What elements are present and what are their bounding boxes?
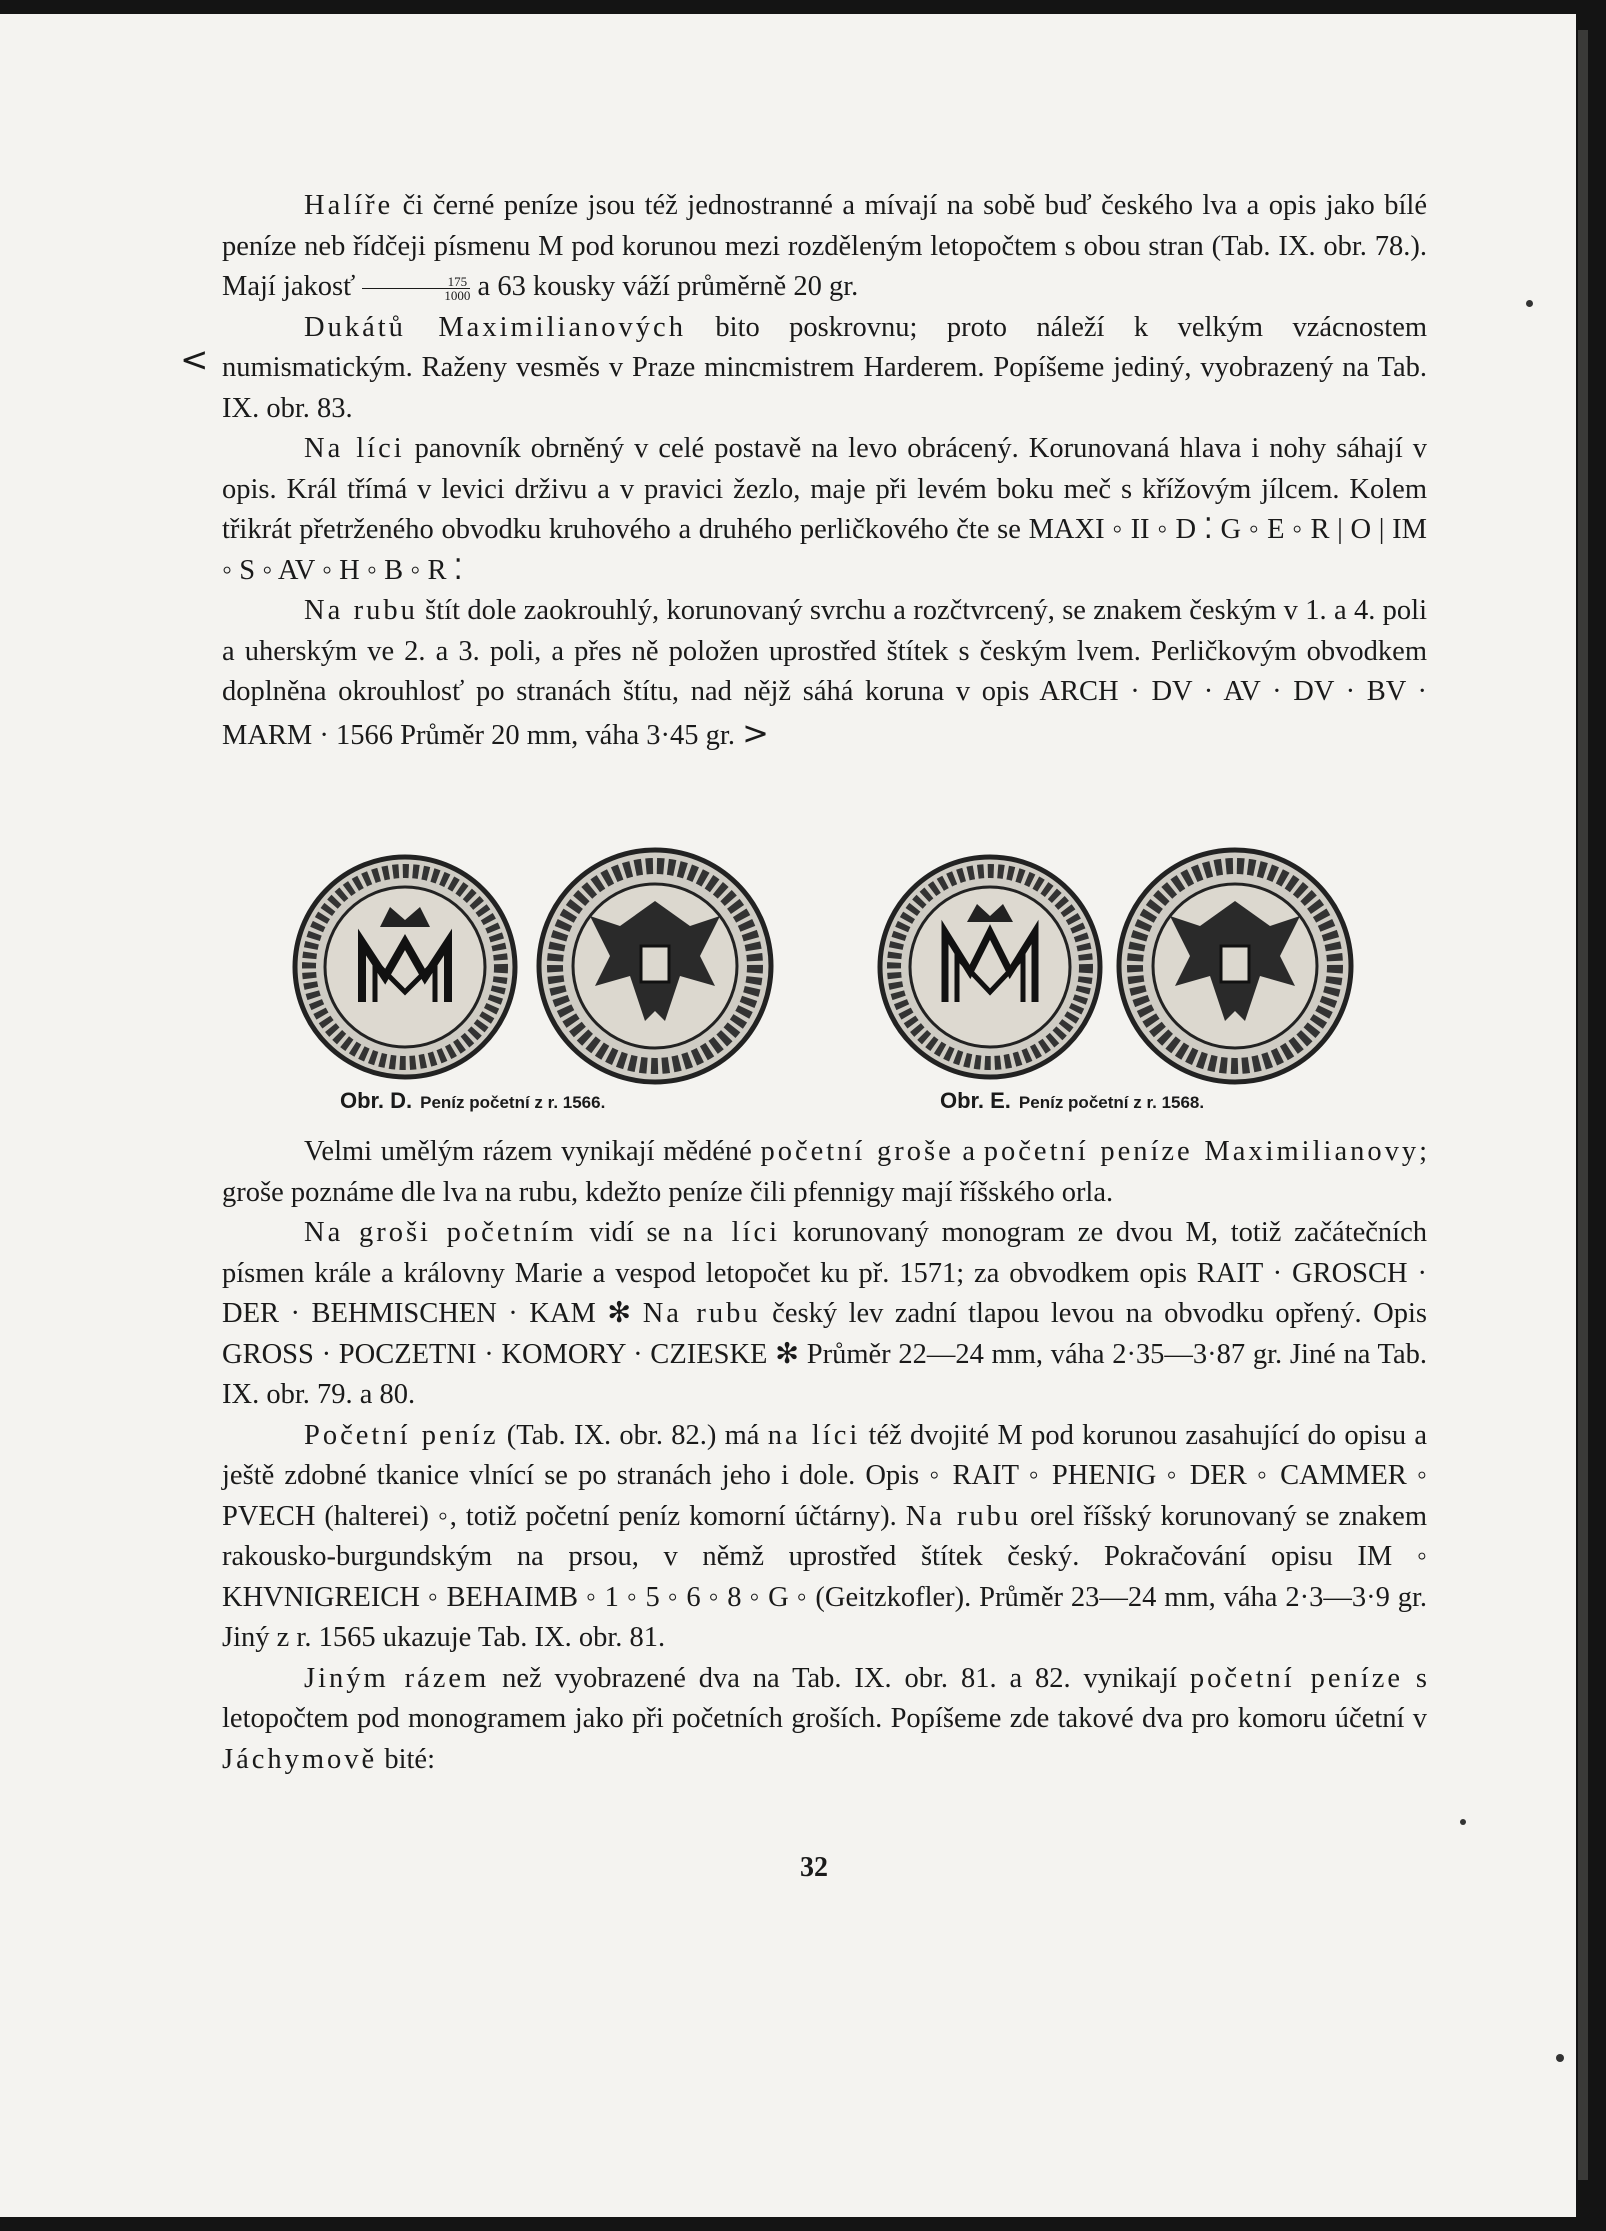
paragraph-text: Velmi umělým rázem vynikají mědéné <box>304 1136 761 1167</box>
paragraph-text: též dvojité M pod korunou zasahující do opisu a ještě zdobné tkanice vlnící se po stranách jeho i dole. Opis ◦ RAIT ◦ PHENIG ◦ DER ◦ CAMMER ◦ PVECH (halterei) ◦, totiž početní peníz komorní účtárny). <box>222 1419 1427 1532</box>
paragraph-text: ; groše poznáme dle lva na rubu, kdežto peníze čili pfennigy mají říšského orla. <box>222 1136 1428 1208</box>
fraction-denominator: 1000 <box>444 287 471 303</box>
term-jachymov: Jáchymově <box>222 1743 378 1775</box>
coin-d-obverse <box>290 852 520 1082</box>
paragraph-text: a <box>953 1136 984 1167</box>
paragraph-text: s letopočtem pod monogramem jako při početních groších. Popíšeme zde takové dva pro komoru účetní v <box>222 1662 1427 1734</box>
coin-d-reverse <box>535 846 775 1086</box>
paragraph-pocetni <box>222 1132 1427 1213</box>
term-jinym-razem: Jiným rázem <box>304 1662 490 1694</box>
caption-text: Peníz početní z r. 1568. <box>1018 1093 1205 1112</box>
body-text <box>222 186 1427 756</box>
term-pocetni-grose: početní groše <box>760 1136 954 1167</box>
paragraph-text: český lev zadní tlapou levou na obvodku opřený. Opis GROSS · POCZETNI · KOMORY · CZIESKE ✻ Průměr 22—24 mm, váha 2·35—3·87 gr. Jiné na Tab. IX. obr. 79. a 80. <box>222 1298 1427 1410</box>
book-page <box>0 14 1576 2217</box>
caption-obr-d <box>340 1088 605 1114</box>
paragraph-halire <box>222 186 1427 308</box>
binding-strip <box>1578 30 1588 2180</box>
paragraph-text: bito poskrovnu; proto náleží k velkým vzácnostem numismatickým. Raženy vesměs v Praze mincmistrem Harderem. Popíšeme jediný, vyobrazený na Tab. IX. obr. 83. <box>222 311 1428 424</box>
paper-speck <box>1556 2054 1564 2062</box>
term-pocetni-penize: početní peníze Maximilianovy <box>983 1136 1420 1167</box>
term-na-lici: Na líci <box>304 433 405 464</box>
paragraph-peniz <box>222 1416 1427 1659</box>
paragraph-text: orel říšský korunovaný se znakem rakousko-burgundským na prsou, v němž uprostřed štítek český. Pokračování opisu IM ◦ KHVNIGREICH ◦ BEHAIMB ◦ 1 ◦ 5 ◦ 6 ◦ 8 ◦ G ◦ (Geitzkofler). Průměr 23—24 mm, váha 2·3—3·9 gr. Jiný z r. 1565 ukazuje Tab. IX. obr. 81. <box>222 1500 1427 1653</box>
paragraph-text: a 63 kousky váží průměrně 20 gr. <box>470 271 859 302</box>
caption-label: Obr. D. <box>340 1088 413 1113</box>
term-na-grosi: Na groši početním <box>304 1217 577 1248</box>
paragraph-text: panovník obrněný v celé postavě na levo obrácený. Korunovaná hlava i nohy sáhají v opis. Král třímá v levici drživu a v pravici žezlo, maje při levém boku meč s křížovým jílcem. Kolem třikrát přetrženého obvodku kruhového a druhého perličkového čte se MAXI ◦ II ◦ D ⁚ G ◦ E ◦ R | O | IM ◦ S ◦ AV ◦ H ◦ B ◦ R ⁚ <box>222 433 1427 586</box>
paragraph-text: (Tab. IX. obr. 82.) má <box>498 1419 768 1451</box>
body-text-lower <box>222 1132 1427 1780</box>
paragraph-text: či černé peníze jsou též jednostranné a mívají na sobě buď českého lva a opis jako bílé peníze neb řídčeji písmenu M pod korunou mezi rozděleným letopočtem s obou stran (Tab. IX. obr. 78.). Mají jakosť <box>222 190 1427 302</box>
paragraph-text: štít dole zaokrouhlý, korunovaný svrchu a rozčtvrcený, se znakem českým v 1. a 4. poli a uherským ve 2. a 3. poli, a přes ně položen uprostřed štítek s českým lvem. Perličkovým obvodkem doplněna okrouhlosť po stranách štítu, nad nějž sáhá koruna v opis ARCH · DV · AV · DV · BV · MARM · 1566 Průměr 20 mm, váha 3·45 gr. <box>222 595 1427 751</box>
coin-figures <box>280 852 1360 1112</box>
paragraph-gros <box>222 1213 1427 1416</box>
coin-e-obverse <box>875 852 1105 1082</box>
arrow-right: > <box>742 713 769 752</box>
caption-obr-e <box>940 1088 1204 1114</box>
paragraph-text: korunovaný monogram ze dvou M, totiž začátečních písmen krále a královny Marie a vespod letopočet ku př. 1571; za obvodkem opis RAIT · GROSCH · DER · BEHMISCHEN · KAM ✻ <box>222 1217 1427 1329</box>
term-dukaty: Dukátů Maximilianových <box>304 311 686 343</box>
paragraph-jinym <box>222 1659 1427 1781</box>
term-na-lici: na líci <box>767 1419 861 1451</box>
margin-arrow: < <box>180 340 209 380</box>
paragraph-text: bité: <box>377 1743 435 1775</box>
paragraph-text: vidí se <box>576 1217 683 1248</box>
caption-text: Peníz početní z r. 1566. <box>420 1093 606 1112</box>
term-pocetni-peniz: Početní peníz <box>304 1419 499 1451</box>
term-na-lici: na líci <box>682 1217 781 1248</box>
fineness-fraction <box>362 275 470 302</box>
term-na-rubu: Na rubu <box>642 1298 761 1329</box>
term-halire: Halíře <box>304 190 394 221</box>
paper-speck <box>1460 1819 1466 1825</box>
term-na-rubu: Na rubu <box>304 595 418 626</box>
paragraph-lic <box>222 429 1427 591</box>
coin-e-reverse <box>1115 846 1355 1086</box>
book-binding-edge <box>1576 0 1606 2231</box>
caption-label: Obr. E. <box>940 1088 1011 1113</box>
term-pocetni-penize: početní peníze <box>1189 1662 1403 1694</box>
page-number: 32 <box>800 1852 828 1883</box>
term-na-rubu: Na rubu <box>905 1500 1022 1532</box>
paper-speck <box>1526 300 1533 307</box>
fraction-numerator: 175 <box>362 275 470 289</box>
paragraph-text: než vyobrazené dva na Tab. IX. obr. 81. a 82. vynikají <box>489 1662 1190 1694</box>
paragraph-dukaty <box>222 308 1427 430</box>
paragraph-rub <box>222 591 1427 756</box>
